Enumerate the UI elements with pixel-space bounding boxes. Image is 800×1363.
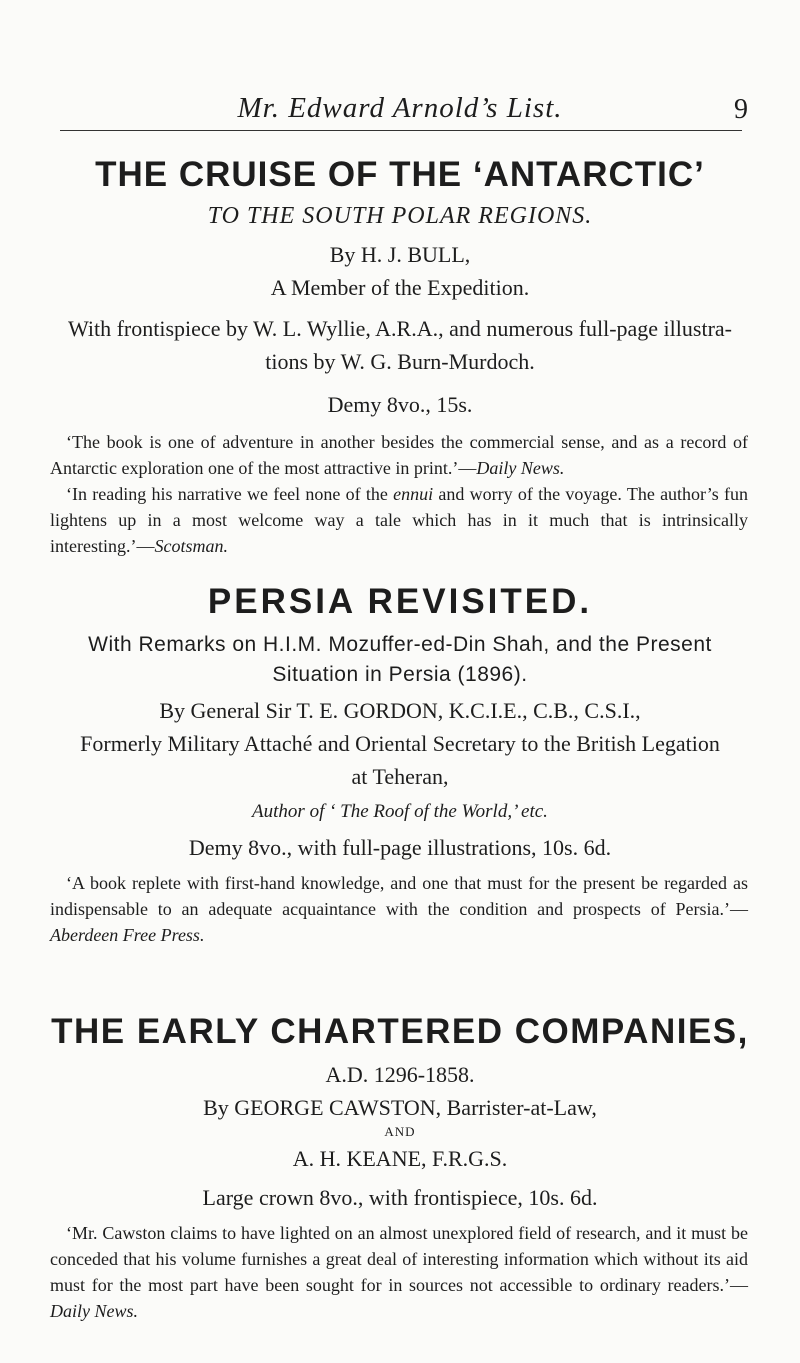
book-subtitle: TO THE SOUTH POLAR REGIONS. bbox=[207, 203, 593, 229]
illustrations-line-2: tions by W. G. Burn-Murdoch. bbox=[265, 349, 535, 374]
review-italic-word: ennui bbox=[393, 484, 434, 504]
review-text: ‘A book replete with first-hand knowledge, and one that must for the present be regarded as indispensable to an adequate acquaintance with the condition and prospects of Persia.’— bbox=[50, 873, 748, 919]
format-price: Demy 8vo., 15s. bbox=[327, 392, 473, 417]
running-head bbox=[0, 92, 800, 132]
book-entry-persia bbox=[0, 582, 800, 948]
running-title: Mr. Edward Arnold’s List. bbox=[237, 92, 563, 124]
book-title: THE EARLY CHARTERED COMPANIES, bbox=[51, 1012, 749, 1051]
author-line: By H. J. BULL, bbox=[329, 242, 471, 267]
book-dates: A.D. 1296-1858. bbox=[325, 1062, 475, 1087]
author-note: A Member of the Expedition. bbox=[270, 275, 530, 300]
author-line: By GEORGE CAWSTON, Barrister-at-Law, bbox=[203, 1095, 597, 1120]
page-number: 9 bbox=[734, 94, 748, 125]
book-entry-antarctic bbox=[0, 155, 800, 559]
review-source: Aberdeen Free Press. bbox=[50, 925, 205, 945]
format-price: Large crown 8vo., with frontispiece, 10s. 6d. bbox=[202, 1185, 598, 1210]
review-source: Scotsman. bbox=[154, 536, 228, 556]
review-quote bbox=[50, 870, 748, 948]
review-quote bbox=[50, 481, 748, 559]
book-title: THE CRUISE OF THE ‘ANTARCTIC’ bbox=[95, 155, 705, 194]
review-quote bbox=[50, 1220, 748, 1324]
review-source: Daily News. bbox=[476, 458, 565, 478]
coauthor-line: A. H. KEANE, F.R.G.S. bbox=[292, 1146, 508, 1171]
book-subtitle: With Remarks on H.I.M. Mozuffer-ed-Din Shah, and the Present bbox=[88, 633, 712, 656]
author-line: By General Sir T. E. GORDON, K.C.I.E., C.B., C.S.I., bbox=[159, 698, 641, 723]
review-quote bbox=[50, 429, 748, 481]
review-source: Daily News. bbox=[50, 1301, 138, 1321]
author-note-2: at Teheran, bbox=[351, 764, 449, 789]
review-text: ‘Mr. Cawston claims to have lighted on an almost unexplored field of research, and it must be conceded that his volume furnishes a great deal of interesting information which without its aid must for the most part have been sought for in sources not accessible to ordinary readers.’— bbox=[50, 1223, 748, 1295]
review-text: and worry of the voyage. The author’s fun lightens up in a most welcome way a tale which has in it much that is intrinsically interesting.’— bbox=[50, 484, 748, 556]
author-note: Formerly Military Attaché and Oriental Secretary to the British Legation bbox=[80, 731, 720, 756]
review-text: ‘In reading his narrative we feel none of the bbox=[66, 484, 394, 504]
book-subtitle-2: Situation in Persia (1896). bbox=[272, 663, 528, 686]
book-entry-chartered-companies bbox=[0, 1012, 800, 1324]
illustrations-line: With frontispiece by W. L. Wyllie, A.R.A., and numerous full-page illustra- bbox=[68, 316, 732, 341]
and-connector: AND bbox=[384, 1124, 416, 1139]
format-price: Demy 8vo., with full-page illustrations, 10s. 6d. bbox=[188, 835, 612, 860]
header-rule bbox=[60, 130, 742, 131]
author-of: Author of ‘ The Roof of the World,’ etc. bbox=[252, 801, 548, 822]
book-title: PERSIA REVISITED. bbox=[207, 582, 593, 621]
review-text: ‘The book is one of adventure in another besides the commercial sense, and as a record of Antarctic exploration one of the most attractive in print.’— bbox=[50, 432, 748, 478]
